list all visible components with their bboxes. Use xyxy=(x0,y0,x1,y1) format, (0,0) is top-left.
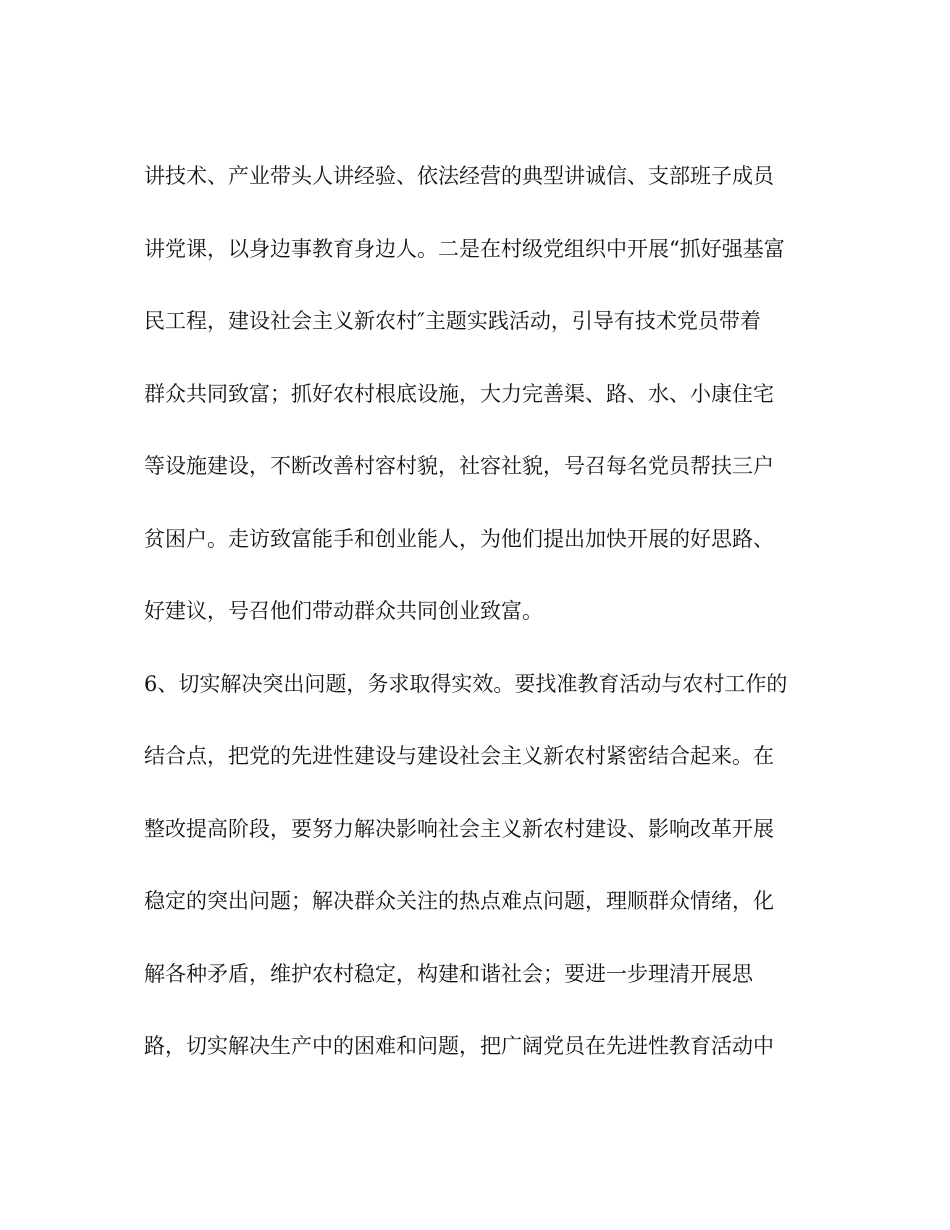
text-line: 6、切实解决突出问题，务求取得实效。要找准教育活动与农村工作的 xyxy=(144,671,788,696)
text-line: 民工程，建设社会主义新农村″主题实践活动，引导有技术党员带着 xyxy=(144,309,761,333)
text-line: 结合点，把党的先进性建设与建设社会主义新农村紧密结合起来。在 xyxy=(144,744,774,768)
text-line: 等设施建设，不断改善村容村貌，社容社貌，号召每名党员帮扶三户 xyxy=(144,454,774,478)
body-text xyxy=(144,140,824,1083)
text-line: 稳定的突出问题；解决群众关注的热点难点问题，理顺群众情绪，化 xyxy=(144,889,774,913)
text-line: 群众共同致富；抓好农村根底设施，大力完善渠、路、水、小康住宅 xyxy=(144,381,774,406)
text-line: 解各种矛盾，维护农村稳定，构建和谐社会；要进一步理清开展思 xyxy=(144,961,753,986)
text-line: 讲技术、产业带头人讲经验、依法经营的典型讲诚信、支部班子成员 xyxy=(144,164,774,188)
text-line: 整改提高阶段，要努力解决影响社会主义新农村建设、影响改革开展 xyxy=(144,816,774,841)
text-line: 好建议，号召他们带动群众共同创业致富。 xyxy=(144,599,543,623)
text-line: 路，切实解决生产中的困难和问题，把广阔党员在先进性教育活动中 xyxy=(144,1034,774,1058)
text-line: 贫困户。走访致富能手和创业能人，为他们提出加快开展的好思路、 xyxy=(144,526,774,551)
text-line: 讲党课，以身边事教育身边人。二是在村级党组织中开展“抓好强基富 xyxy=(144,236,785,261)
